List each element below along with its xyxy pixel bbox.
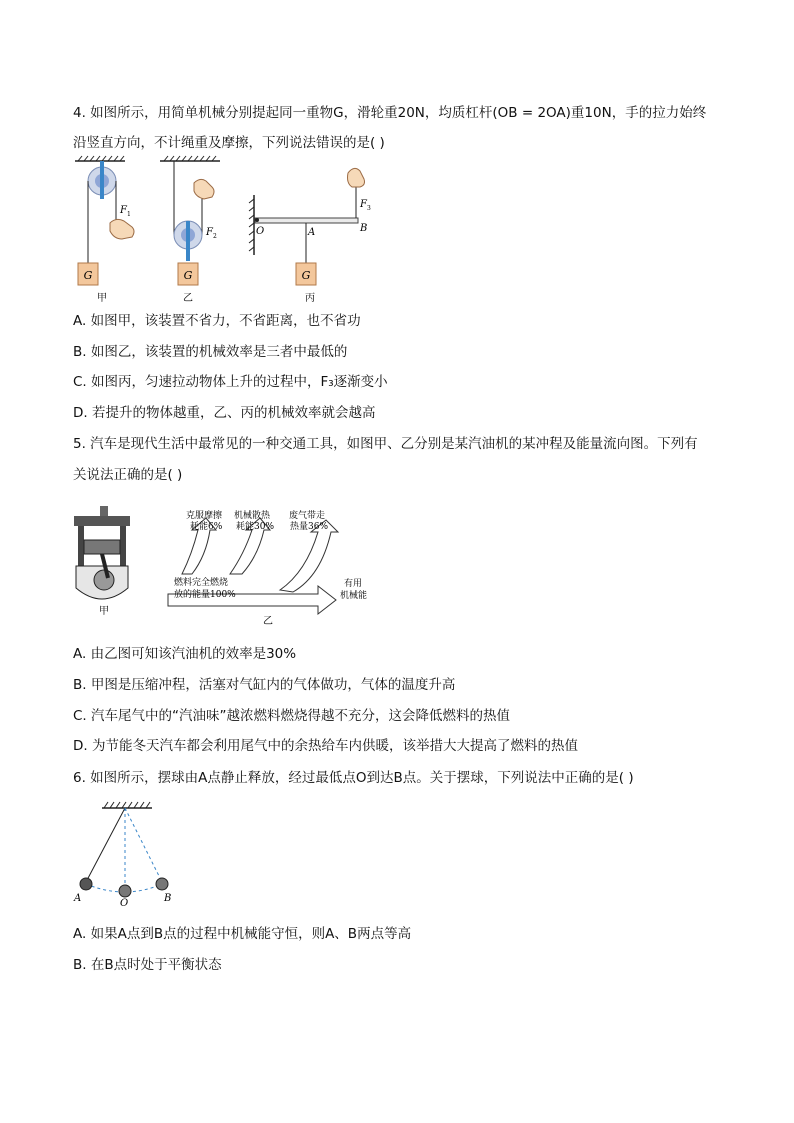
q5-fuel-2: 放的能量100%: [174, 590, 236, 600]
q5-friction-2: 耗能6%: [190, 522, 223, 532]
q4-O: O: [256, 226, 265, 237]
q6-stem-line1: 6. 如图所示，摆球由A点静止释放，经过最低点O到达B点。关于摆球，下列说法中正确的是( ): [73, 770, 634, 786]
q6-option-a: A. 如果A点到B点的过程中机械能守恒，则A、B两点等高: [73, 926, 412, 942]
q5-exhaust-1: 废气带走: [289, 511, 326, 521]
q4-stem-line2: 沿竖直方向，不计绳重及摩擦，下列说法错误的是( ): [73, 135, 385, 151]
q4-jia-G: G: [83, 269, 93, 282]
q5-stem-line1: 5. 汽车是现代生活中最常见的一种交通工具，如图甲、乙分别是某汽油机的某冲程及能量流向图。下列有: [73, 436, 698, 452]
q5-fig-jia: [74, 506, 130, 617]
q5-fuel-1: 燃料完全燃烧: [174, 578, 229, 588]
q4-option-b: B. 如图乙，该装置的机械效率是三者中最低的: [73, 344, 348, 360]
q5-label-yi: 乙: [263, 616, 273, 627]
q4-fig-yi: [160, 156, 220, 304]
q4-bing-G: G: [301, 269, 311, 282]
q5-option-b: B. 甲图是压缩冲程，活塞对气缸内的气体做功，气体的温度升高: [73, 677, 456, 693]
q5-figure: [70, 500, 390, 630]
q5-friction-1: 克服摩擦: [186, 511, 223, 521]
q5-stem-line2: 关说法正确的是( ): [73, 467, 183, 483]
q4-stem-line1: 4. 如图所示，用简单机械分别提起同一重物G，滑轮重20N，均质杠杆(OB = 2OA)重10N，手的拉力始终: [73, 105, 707, 121]
q4-label-jia: 甲: [97, 293, 107, 304]
q6-O: O: [120, 898, 129, 909]
q5-option-c: C. 汽车尾气中的“汽油味”越浓燃料燃烧得越不充分，这会降低燃料的热值: [73, 708, 510, 724]
q4-fig-bing: [249, 168, 371, 304]
q4-B: B: [360, 223, 368, 234]
q4-F1-sub: 1: [127, 211, 131, 218]
q4-yi-G: G: [183, 269, 193, 282]
q6-option-b: B. 在B点时处于平衡状态: [73, 957, 222, 973]
q4-F1: F: [120, 205, 127, 216]
q4-F2: F: [206, 227, 213, 238]
q5-heat-1: 机械散热: [234, 511, 271, 521]
q4-label-bing: 丙: [305, 293, 315, 304]
q5-useful-1: 有用: [344, 579, 363, 589]
q6-figure: [70, 800, 200, 910]
q6-A: A: [74, 893, 82, 904]
q4-figure: [70, 155, 370, 305]
q4-fig-jia: [75, 156, 134, 304]
q4-option-c: C. 如图丙，匀速拉动物体上升的过程中，F₃逐渐变小: [73, 374, 388, 390]
q5-useful-2: 机械能: [340, 591, 368, 601]
q6-B: B: [164, 893, 172, 904]
q5-label-jia: 甲: [99, 606, 109, 617]
q5-fig-yi: [168, 509, 367, 627]
q4-label-yi: 乙: [183, 293, 193, 304]
q5-heat-2: 耗能30%: [236, 522, 275, 532]
q5-exhaust-2: 热量36%: [290, 522, 329, 532]
q4-option-a: A. 如图甲，该装置不省力，不省距离，也不省功: [73, 313, 361, 329]
q4-F2-sub: 2: [213, 233, 217, 240]
q4-F3: F: [360, 199, 367, 210]
q5-option-a: A. 由乙图可知该汽油机的效率是30%: [73, 646, 297, 662]
q5-option-d: D. 为节能冬天汽车都会利用尾气中的余热给车内供暖，该举措大大提高了燃料的热值: [73, 738, 578, 754]
q4-A: A: [308, 227, 316, 238]
q4-option-d: D. 若提升的物体越重，乙、丙的机械效率就会越高: [73, 405, 376, 421]
q4-F3-sub: 3: [367, 205, 371, 212]
